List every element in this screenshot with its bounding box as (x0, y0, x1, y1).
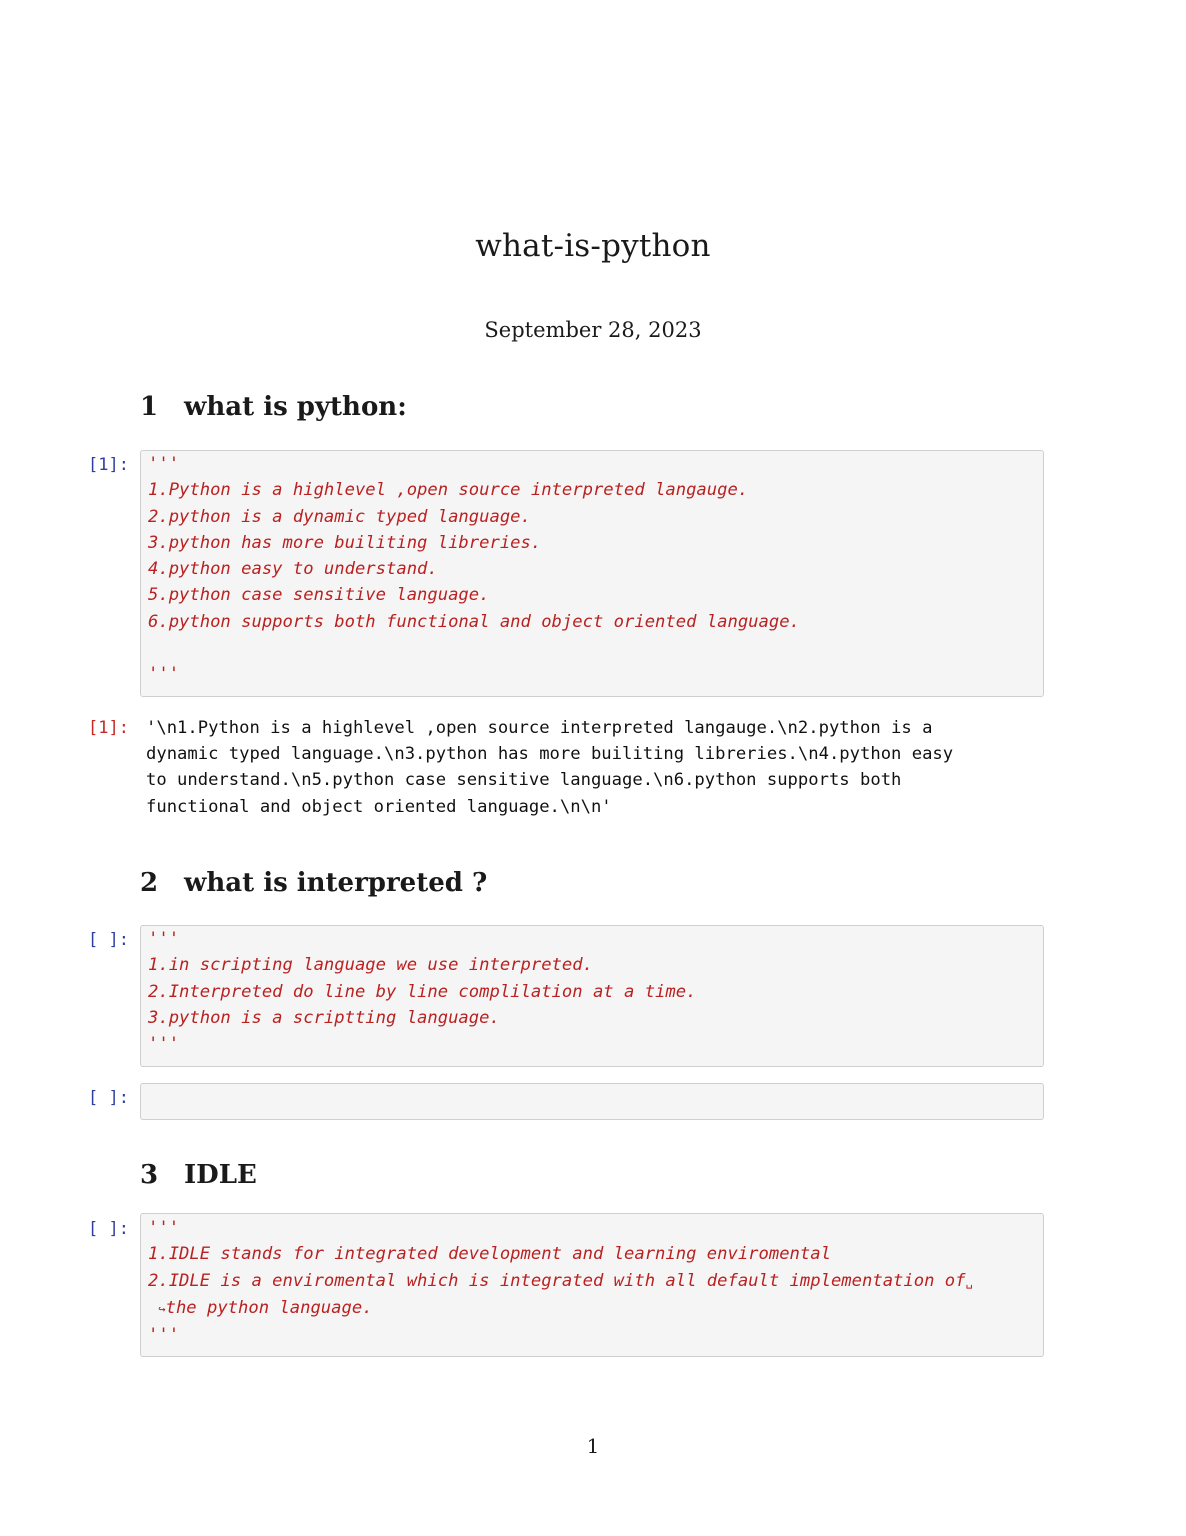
code-line: 6.python supports both functional and object oriented language. (148, 611, 800, 632)
code-cell-content[interactable] (148, 926, 696, 1057)
code-line-text: 2.IDLE is a enviromental which is integrated with all default implementation of (148, 1270, 966, 1291)
output-line: '\n1.Python is a highlevel ,open source interpreted langauge.\n2.python is a (146, 718, 933, 738)
line-wrap-continue-icon: ↪ (158, 1301, 166, 1316)
output-line: functional and object oriented language.\n\n' (146, 796, 612, 817)
input-prompt: [1]: (88, 455, 129, 475)
code-line: ''' (148, 1218, 180, 1238)
code-line: ''' (148, 454, 180, 474)
section-title: what is python: (184, 392, 407, 422)
output-prompt: [1]: (88, 718, 129, 738)
page-number: 1 (586, 1434, 600, 1458)
code-line: ''' (148, 929, 180, 949)
empty-code-cell[interactable] (140, 1083, 1044, 1120)
code-line: ''' (148, 664, 180, 685)
section-number: 1 (140, 392, 159, 422)
output-line: dynamic typed language.\n3.python has more builiting libreries.\n4.python easy (146, 744, 954, 765)
code-line (148, 1268, 973, 1295)
code-line: ''' (148, 1034, 180, 1055)
code-line: 3.python is a scriptting language. (148, 1007, 500, 1028)
output-line: to understand.\n5.python case sensitive language.\n6.python supports both (146, 770, 902, 791)
section-heading-2 (140, 868, 487, 898)
section-number: 3 (140, 1160, 159, 1190)
code-cell-content[interactable] (148, 1215, 973, 1348)
code-line-text: the python language. (165, 1297, 373, 1318)
code-line: 2.Interpreted do line by line complilation at a time. (148, 981, 697, 1002)
input-prompt: [ ]: (88, 1088, 129, 1108)
code-line: 4.python easy to understand. (148, 559, 438, 580)
cell-output (146, 715, 953, 820)
code-line: 1.in scripting language we use interpreted. (148, 955, 593, 976)
code-cell-content[interactable] (148, 451, 800, 688)
section-heading-1 (140, 392, 407, 422)
input-prompt: [ ]: (88, 930, 129, 950)
code-line: ''' (148, 1325, 180, 1346)
section-title: IDLE (184, 1160, 257, 1190)
document-title: what-is-python (475, 228, 711, 264)
code-line: 1.IDLE stands for integrated development and learning enviromental (148, 1244, 831, 1265)
code-line: 1.Python is a highlevel ,open source interpreted langauge. (148, 480, 749, 501)
section-title: what is interpreted ? (184, 868, 488, 898)
section-heading-3 (140, 1160, 257, 1190)
input-prompt: [ ]: (88, 1219, 129, 1239)
code-line (148, 635, 800, 661)
section-number: 2 (140, 868, 159, 898)
document-date: September 28, 2023 (484, 318, 702, 342)
code-line: 5.python case sensitive language. (148, 585, 490, 606)
code-line (148, 1295, 973, 1322)
code-line: 2.python is a dynamic typed language. (148, 506, 531, 527)
line-wrap-end-icon: ␣ (965, 1274, 973, 1289)
code-line: 3.python has more builiting libreries. (148, 532, 542, 553)
